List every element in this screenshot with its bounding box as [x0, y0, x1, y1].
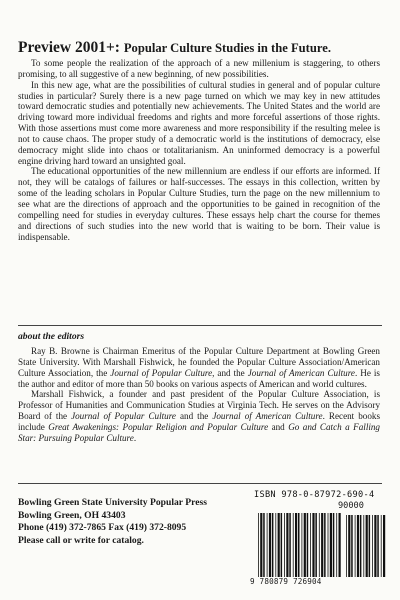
barcode-bar [374, 515, 376, 577]
barcode-bar [275, 513, 276, 577]
barcode-bar [310, 513, 311, 577]
barcode-bar [263, 513, 265, 577]
barcode-bar [363, 515, 364, 577]
barcode-bar [381, 515, 382, 577]
barcode-bar [267, 513, 268, 577]
barcode-bar [312, 513, 314, 577]
barcode-bar [289, 513, 291, 577]
title-period: . [327, 41, 331, 55]
barcode-bar [339, 513, 341, 577]
barcode-bar [278, 513, 280, 577]
editors-bios [18, 346, 380, 444]
barcode-addon-number: 90000 [338, 501, 364, 511]
barcode-bar [333, 513, 335, 577]
barcode-bar [307, 513, 309, 577]
divider-bottom [18, 483, 382, 484]
barcode-bar [336, 513, 337, 577]
bio-browne: Ray B. Browne is Chairman Emeritus of the Popular Culture Department at Bowling Green State University. With Marshall Fishwick, he founded the Popular Culture Association/American Culture Association, the Journal of Popular Culture, and the Journal of American Culture. He is the author and editor of more than 50 books on various aspects of American and world cultures. [18, 346, 380, 389]
editors-heading: about the editors [18, 331, 85, 342]
isbn-label: ISBN 978-0-87972-690-4 [254, 490, 375, 500]
barcode-bar [281, 513, 283, 577]
cover-title [18, 39, 386, 57]
description-paragraph-3: The educational opportunities of the new millennium are endless if our efforts are informed. If not, they will be catalogs of failures or half-successes. The essays in this collection, written by some of the leading scholars in Popular Culture Studies, turn the page on the new millennium to see what are the directions of approach and the opportunities to be gained in recognition of the compelling need for studies in everyday cultures. These essays help chart the course for themes and directions of such studies into the new world that is waiting to be born. Their value is indispensable. [18, 166, 380, 242]
barcode-bar [269, 513, 271, 577]
barcode-bar [304, 513, 306, 577]
barcode-bar [272, 513, 274, 577]
divider-top [18, 325, 382, 326]
barcode-bar [286, 513, 288, 577]
barcode-bar [295, 513, 297, 577]
barcode-bar [377, 515, 379, 577]
barcode-icon [250, 501, 390, 587]
publisher-catalog-note: Please call or write for catalog. [18, 534, 144, 546]
publisher-phone: Phone (419) 372-7865 Fax (419) 372-8095 [18, 522, 187, 534]
description-paragraph-2: In this new age, what are the possibilities of cultural studies in general and of popular culture studies in particular? Surely there is a new page turned on which we may key in new attitudes toward democratic studies and potentially new achievements. The United States and the world are driving toward more individual freedoms and rights and more forceful assertions of those rights. With those assertions must come more awareness and more responsibility if the resulting melee is not to cause chaos. The proper study of a democratic world is the institutions of democracy, else democracy might slide into chaos or totalitarianism. An uninformed democracy is a powerful engine driving hard toward an unsighted goal. [18, 79, 380, 166]
barcode-bar [330, 513, 332, 577]
barcode-bar [319, 513, 320, 577]
barcode-bar [372, 515, 373, 577]
barcode-bar [348, 515, 350, 577]
barcode-bar [298, 513, 300, 577]
barcode-bar [258, 513, 259, 577]
publisher-city: Bowling Green, OH 43403 [18, 509, 126, 521]
barcode-bar [284, 513, 285, 577]
barcode-bar [260, 513, 262, 577]
barcode-bar [321, 513, 323, 577]
publisher-block [18, 497, 207, 547]
description [18, 58, 380, 242]
barcode-bar [355, 515, 356, 577]
barcode-bar [346, 515, 347, 577]
barcode-bar [328, 513, 329, 577]
barcode-bar [302, 513, 303, 577]
barcode-bar [324, 513, 326, 577]
barcode-ean-number: 9 780879 726904 [250, 577, 322, 586]
title-main: Preview 2001+: [18, 39, 120, 56]
barcode-bar [315, 513, 317, 577]
barcode-bar [366, 515, 368, 577]
barcode-graphic [250, 501, 390, 587]
barcode-bar [383, 515, 385, 577]
barcode-bar [351, 515, 353, 577]
description-paragraph-1: To some people the realization of the approach of a new millenium is staggering, to others promising, to all suggestive of a new beginning, of new possibilities. [18, 58, 380, 79]
barcode-bar [360, 515, 362, 577]
barcode-bar [369, 515, 371, 577]
publisher-name: Bowling Green State University Popular Press [18, 497, 207, 508]
barcode-bar [293, 513, 294, 577]
title-subtitle: Popular Culture Studies in the Future [123, 41, 328, 55]
bio-fishwick: Marshall Fishwick, a founder and past president of the Popular Culture Association, is Professor of Humanities and Communication Studies at Virginia Tech. He serves on the Advisory Board of the Journal of Popular Culture and the Journal of American Culture. Recent books include Great Awakenings: Popular Religion and Popular Culture and Go and Catch a Falling Star: Pursuing Popular Culture. [18, 389, 380, 443]
barcode-bar [357, 515, 359, 577]
